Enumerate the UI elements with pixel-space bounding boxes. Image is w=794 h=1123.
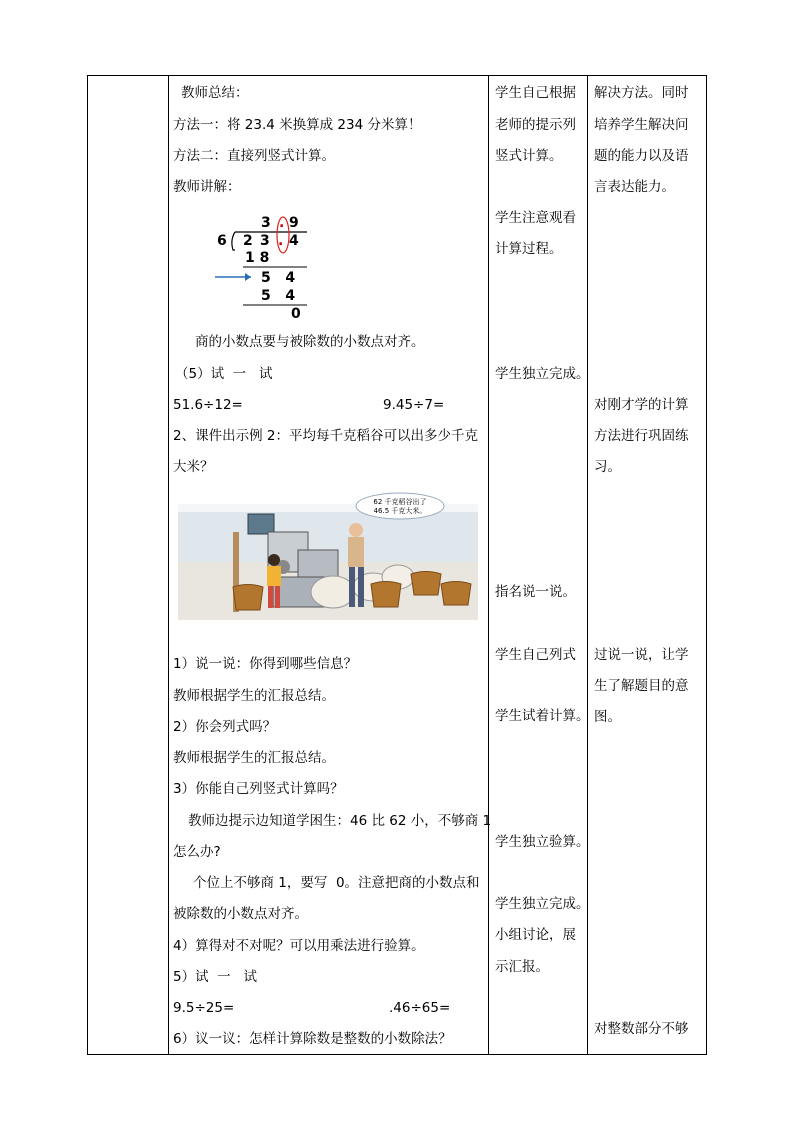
intent-text: 对刚才学的计算 bbox=[594, 397, 689, 413]
exercise-4: .46÷65= bbox=[389, 1000, 451, 1016]
dividend-digit: 4 bbox=[289, 233, 299, 249]
intent-text: 题的能力以及语 bbox=[594, 148, 689, 164]
intent-text: 言表达能力。 bbox=[594, 179, 675, 195]
teacher-hint-cont: 怎么办? bbox=[173, 844, 221, 860]
quotient-digit: 3 bbox=[261, 215, 271, 231]
intent-text: 习。 bbox=[594, 459, 621, 475]
student-text: 学生独立完成。 bbox=[495, 366, 590, 382]
teacher-hint: 教师边提示边知道学困生：46 比 62 小，不够商 1 bbox=[188, 813, 492, 829]
long-division-figure bbox=[205, 212, 315, 322]
zero-placeholder-note-cont: 被除数的小数点对齐。 bbox=[173, 906, 308, 922]
try-it-heading: （5）试 一 试 bbox=[175, 366, 273, 382]
intent-text: 过说一说，让学 bbox=[594, 647, 689, 663]
student-text: 指名说一说。 bbox=[495, 584, 576, 600]
step-2-question: 2）你会列式吗？ bbox=[173, 719, 277, 735]
student-text: 学生独立验算。 bbox=[495, 834, 590, 850]
student-text: 学生独立完成。 bbox=[495, 896, 590, 912]
method-one: 方法一：将 23.4 米换算成 234 分米算！ bbox=[173, 117, 422, 133]
speech-line: 46.5 千克大米。 bbox=[373, 507, 427, 515]
method-two: 方法二：直接列竖式计算。 bbox=[173, 148, 335, 164]
exercise-2: 9.45÷7= bbox=[383, 397, 445, 413]
column-divider bbox=[168, 76, 169, 1054]
intent-text: 解决方法。同时 bbox=[594, 85, 689, 101]
example-2-prompt-cont: 大米？ bbox=[173, 459, 214, 475]
exercise-1: 51.6÷12= bbox=[173, 397, 243, 413]
intent-text: 方法进行巩固练 bbox=[594, 428, 689, 444]
example-2-prompt: 2、课件出示例 2：平均每千克稻谷可以出多少千克 bbox=[173, 428, 478, 444]
student-text: 示汇报。 bbox=[495, 959, 549, 975]
step-product: 1 8 bbox=[245, 250, 270, 266]
student-text: 学生自己列式 bbox=[495, 647, 576, 663]
student-text: 竖式计算。 bbox=[495, 148, 563, 164]
speech-line: 62 千克稻谷出了 bbox=[373, 498, 427, 506]
student-text: 老师的提示列 bbox=[495, 117, 576, 133]
teacher-summary-heading: 教师总结： bbox=[181, 85, 249, 101]
step-4-check: 4）算得对不对呢？可以用乘法进行验算。 bbox=[173, 938, 425, 954]
column-divider bbox=[488, 76, 489, 1054]
decimal-align-note: 商的小数点要与被除数的小数点对齐。 bbox=[195, 334, 425, 350]
step-3-question: 3）你能自己列竖式计算吗？ bbox=[173, 781, 344, 797]
step-6-discuss: 6）议一议：怎样计算除数是整数的小数除法？ bbox=[173, 1031, 452, 1047]
teacher-summary-1: 教师根据学生的汇报总结。 bbox=[173, 688, 335, 704]
division-bracket bbox=[232, 232, 235, 250]
final-remainder: 0 bbox=[291, 306, 301, 322]
try-it-heading-2: 5）试 一 试 bbox=[173, 969, 258, 985]
arrow-head-icon bbox=[245, 273, 251, 281]
intent-text: 生了解题目的意 bbox=[594, 678, 689, 694]
student-text: 学生自己根据 bbox=[495, 85, 576, 101]
intent-text: 培养学生解决问 bbox=[594, 117, 689, 133]
step-remainder: 5 4 bbox=[261, 270, 296, 286]
student-text: 学生试着计算。 bbox=[495, 708, 590, 724]
divisor: 6 bbox=[217, 233, 227, 249]
rice-mill-illustration bbox=[178, 492, 478, 620]
quotient-point: . bbox=[279, 215, 285, 231]
student-text: 学生注意观看 bbox=[495, 210, 576, 226]
dividend-point: . bbox=[278, 233, 284, 249]
step-1-question: 1）说一说：你得到哪些信息？ bbox=[173, 656, 358, 672]
teacher-explain-heading: 教师讲解： bbox=[173, 179, 241, 195]
step-product: 5 4 bbox=[261, 288, 296, 304]
intent-text: 对整数部分不够 bbox=[594, 1021, 689, 1037]
dividend-digit: 2 bbox=[243, 233, 253, 249]
student-text: 小组讨论，展 bbox=[495, 927, 576, 943]
quotient-digit: 9 bbox=[289, 215, 299, 231]
teacher-summary-2: 教师根据学生的汇报总结。 bbox=[173, 750, 335, 766]
exercise-3: 9.5÷25= bbox=[173, 1000, 235, 1016]
student-text: 计算过程。 bbox=[495, 241, 563, 257]
intent-text: 图。 bbox=[594, 709, 621, 725]
zero-placeholder-note: 个位上不够商 1，要写 0。注意把商的小数点和 bbox=[193, 875, 480, 891]
dividend-digit: 3 bbox=[260, 233, 270, 249]
